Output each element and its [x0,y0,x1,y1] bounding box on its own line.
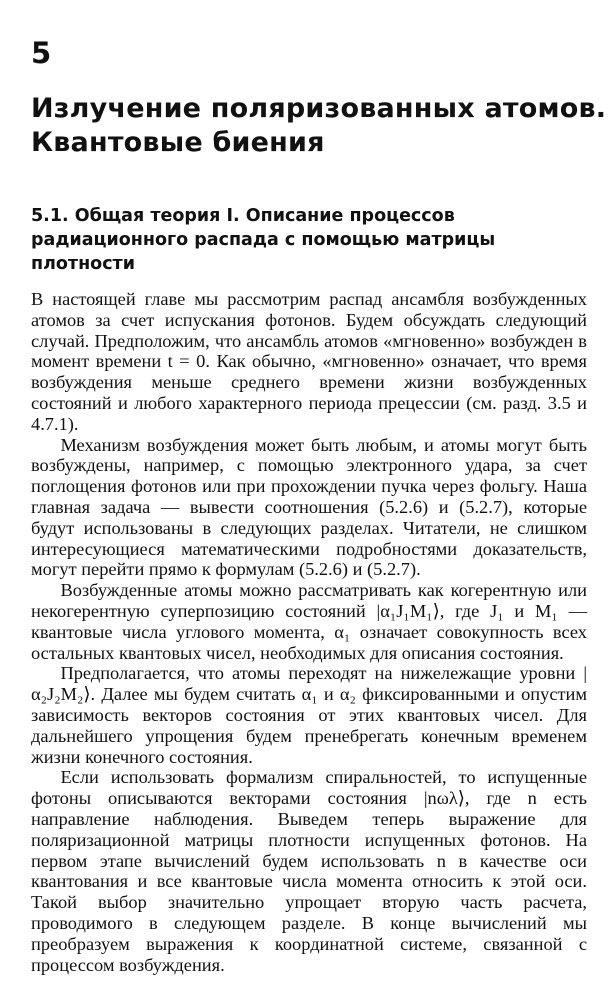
section-title-line: плотности [31,254,135,274]
section-title-line: радиационного распада с помощью матрицы [31,230,496,250]
paragraph: В настоящей главе мы рассмотрим распад ансамбля возбужденных атомов за счет испускания фотонов. Будем обсуждать следующий случай. Предположим, что ансамбль атомов «мгновенно» возбужден в момент времени t = 0. Как обычно, «мгновенно» означает, что время возбуждения меньше среднего времени жизни возбужденных состояний и любого характерного периода прецессии (см. разд. 3.5 и 4.7.1). [31,289,587,434]
section-title [31,204,591,276]
body-text [31,289,587,975]
paragraph: Предполагается, что атомы переходят на нижележащие уровни |α₂J₂M₂⟩. Далее мы будем считать α₁ и α₂ фиксированными и опустим зависимость векторов состояния от этих квантовых чисел. Для дальнейшего упрощения будем пренебрегать конечным временем жизни конечного состояния. [31,663,587,767]
section-title-line: 5.1. Общая теория I. Описание процессов [31,206,455,226]
paragraph: Механизм возбуждения может быть любым, и атомы могут быть возбуждены, например, с помощью электронного удара, за счет поглощения фотонов или при прохождении пучка через фольгу. Наша главная задача — вывести соотношения (5.2.6) и (5.2.7), которые будут использованы в следующих разделах. Читатели, не слишком интересующиеся математическими подробностями доказательств, могут перейти прямо к формулам (5.2.6) и (5.2.7). [31,434,587,580]
chapter-number: 5 [31,36,52,70]
chapter-title [31,92,607,160]
paragraph: Возбужденные атомы можно рассматривать как когерентную или некогерентную суперпозицию состояний |α₁J₁M₁⟩, где J₁ и M₁ — квантовые числа углового момента, α₁ означает совокупность всех остальных квантовых чисел, необходимых для описания состояния. [31,580,587,663]
paragraph: Если использовать формализм спиральностей, то испущенные фотоны описываются векторами состояния |nωλ⟩, где n есть направление наблюдения. Выведем теперь выражение для поляризационной матрицы плотности испущенных фотонов. На первом этапе вычислений будем использовать n в качестве оси квантования и все квантовые числа момента относить к этой оси. Такой выбор значительно упрощает вторую часть расчета, проводимого в следующем разделе. В конце вычислений мы преобразуем выражения к координатной системе, связанной с процессом возбуждения. [31,767,587,975]
chapter-title-line: Излучение поляризованных атомов. [31,93,607,124]
chapter-title-line: Квантовые биения [31,127,325,158]
